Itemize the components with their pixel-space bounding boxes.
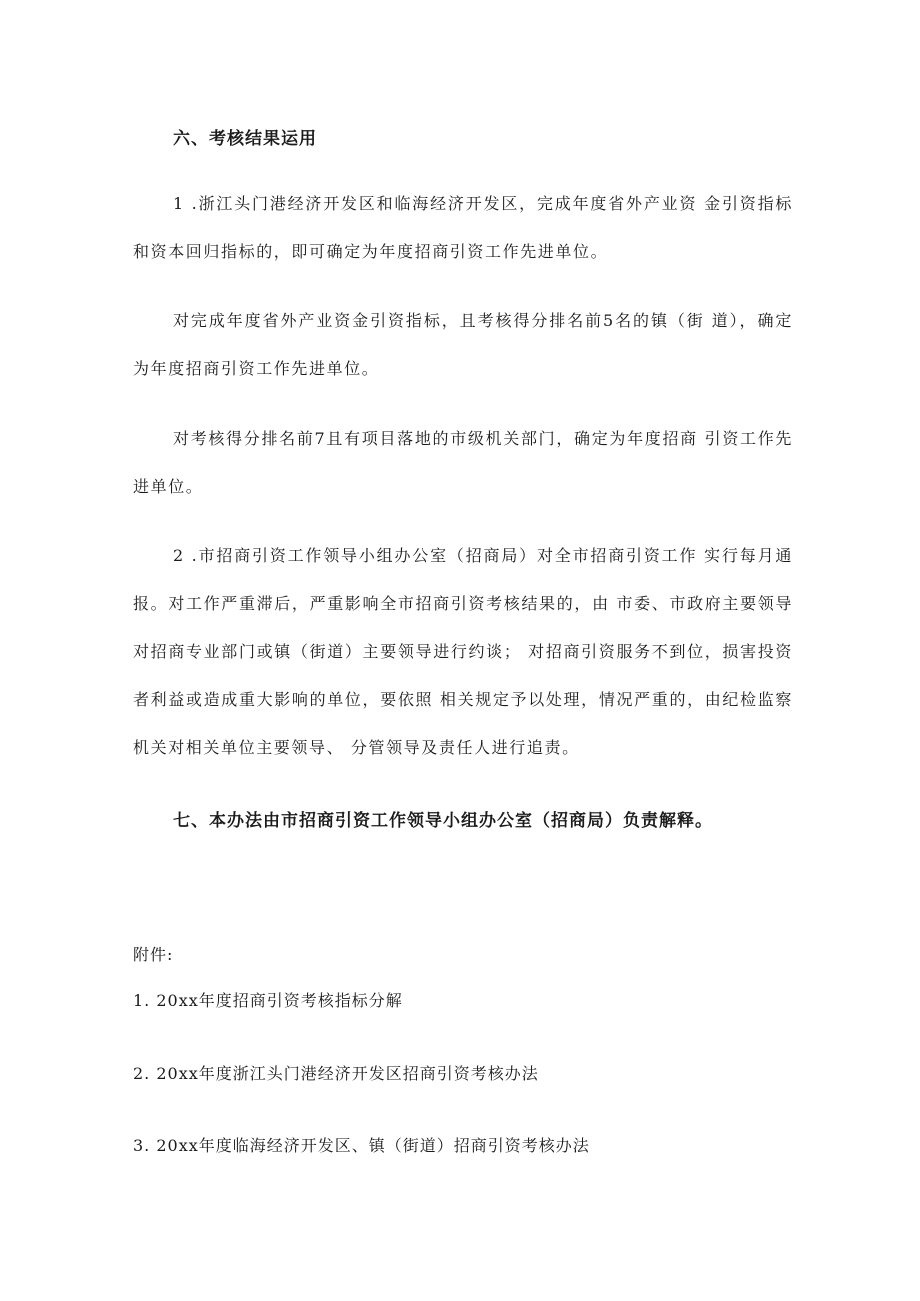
section-6-paragraph-1: 1 .浙江头门港经济开发区和临海经济开发区，完成年度省外产业资 金引资指标和资本回归指标的，即可确定为年度招商引资工作先进单位。 [133,194,793,261]
section-6-paragraph-4: 2 .市招商引资工作领导小组办公室（招商局）对全市招商引资工作 实行每月通报。对工作严重滞后，严重影响全市招商引资考核结果的，由 市委、市政府主要领导对招商专业部门或镇（街道）主要领导进行约谈； 对招商引资服务不到位，损害投资者利益或造成重大影响的单位，要依照 相关规定予以处理，情况严重的，由纪检监察机关对相关单位主要领导、 分管领导及责任人进行追责。 [133,546,793,757]
attachment-item-2: 2. 20xx年度浙江头门港经济开发区招商引资考核办法 [133,1064,539,1083]
section-7-heading: 七、本办法由市招商引资工作领导小组办公室（招商局）负责解释。 [173,811,713,831]
attachment-item-3: 3. 20xx年度临海经济开发区、镇（街道）招商引资考核办法 [133,1136,590,1155]
section-6-paragraph-3: 对考核得分排名前7且有项目落地的市级机关部门，确定为年度招商 引资工作先进单位。 [133,429,793,496]
attachment-item-1: 1. 20xx年度招商引资考核指标分解 [133,991,403,1010]
attachments-label: 附件: [133,945,174,964]
section-6-heading: 六、考核结果运用 [173,129,317,149]
section-6-paragraph-2: 对完成年度省外产业资金引资指标，且考核得分排名前5名的镇（街 道），确定为年度招商引资工作先进单位。 [133,311,793,378]
